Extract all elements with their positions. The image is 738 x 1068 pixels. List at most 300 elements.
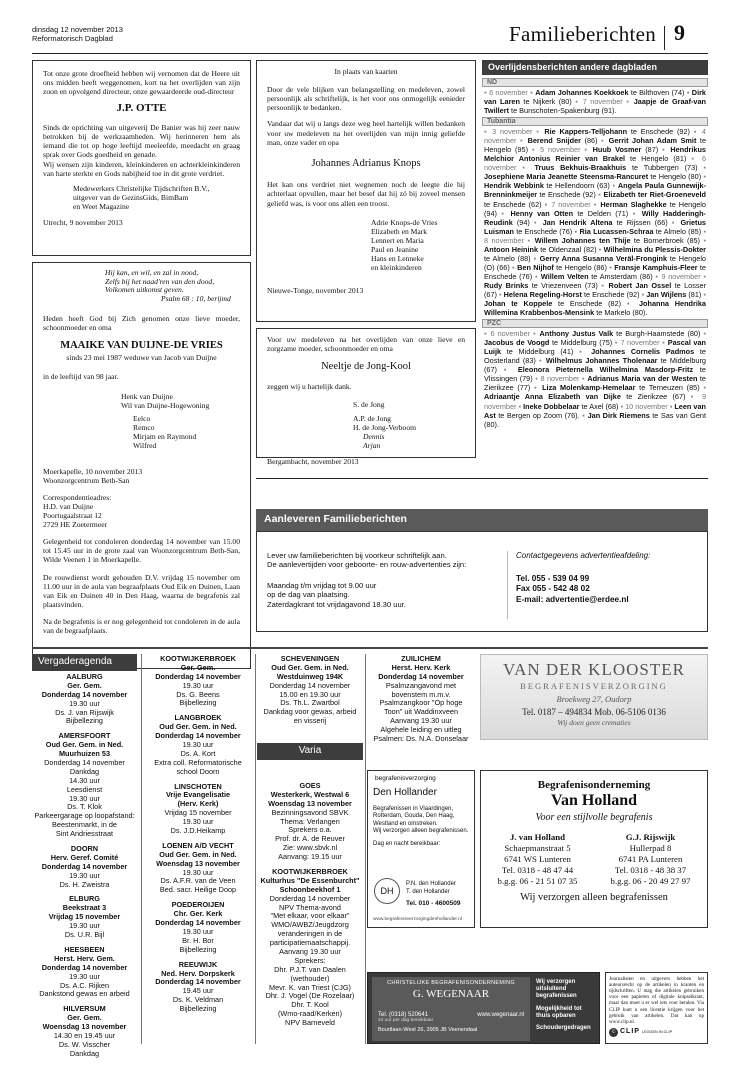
ad-phone: Tel. 010 - 4600509 [406,900,461,907]
agenda-entry-line: Aanvang 19.30 uur [390,716,452,726]
bullet-icon: ▪ [641,289,647,299]
obit-name: Jaapje de Graaf-van Twillert [484,97,707,116]
agenda-entry-line: 19.30 uur [69,698,100,708]
agenda-entry-line: participatiemaatschappij. [269,938,351,948]
obit-name: Gerrit Johan Adam Smit [608,136,697,146]
notice-heading: In plaats van kaarten [334,67,398,76]
obit-name: Ben Nijhof [517,262,554,272]
ad-contact: Schaepmanstraat 5 [504,842,571,853]
obit-detail: te Bunschoten-Spakenburg (91). [509,106,617,116]
agenda-entry-line: Ds. A.C. Rijken [59,980,110,990]
agenda-entry-line: Thema: Verlangen [280,816,340,826]
ad-text: 24 uur per dag bereikbaar [378,1018,434,1023]
ad-text: Begrafenissen in Vlaardingen, [373,805,454,812]
ad-url: www.wegenaar.nl [477,1012,524,1018]
agenda-entry-title: Donderdag 14 november [378,671,464,681]
agenda-entry-title: Westerkerk, Westwal 6 [270,789,350,799]
agenda-entry-title: Beekstraat 3 [62,903,107,913]
column-rule [365,654,366,1044]
obit-date: 8 november [484,235,528,245]
obit-name: Johannes Cornelis Padmos [591,347,695,357]
obit-date: 6 november [489,88,531,97]
ad-tagline: Wij doen geen crematies [557,718,631,727]
agenda-entry-title: Woensdag 13 november [42,1022,127,1032]
agenda-entry-line: WMO/AWBZ/Jeugdzorg [271,920,349,930]
notice-place: Bergambacht, november 2013 [267,457,359,467]
bullet-icon: ▪ [609,262,615,272]
agenda-entry-line: Aanvang: 19.15 uur [278,852,342,862]
agenda-entry [32,895,137,939]
agenda-entry-line: (wethouder) [290,973,330,983]
agenda-entry-title: Woensdag 13 november [268,798,352,808]
obit-detail: te Bergen op Zoom (76). [495,410,583,420]
ad-name: VAN DER KLOOSTER [503,660,685,679]
agenda-entry [143,783,253,836]
agenda-entry-line: Psalmzangavond met [385,680,457,690]
agenda-entry-line: Ds. K. Veldman [172,995,224,1005]
agenda-entry-line: Zie: www.sbvk.nl [282,843,338,853]
family-name: Adrie Knops-de Vries [371,217,438,227]
agenda-entry-line: Dankstond gewas en arbeid [39,989,130,999]
obit-detail: te Middelburg (75) [549,338,615,348]
agenda-entry-line: Bijbellezing [179,698,217,708]
obits-paper-tag: ND [482,78,708,87]
obit-detail: te Oldenzaal (82) [538,244,599,254]
obit-date: 8 november [540,374,582,384]
ad-name: Den Hollander [373,787,437,799]
obit-detail: te Amsterdam (86) [588,271,656,281]
obit-detail: te Bilthoven (74) [628,88,687,97]
ad-heading: begrafenisverzorging [375,775,436,782]
obit-name: Elizabeth ter Riet-Groeneveld [603,190,706,200]
agenda-entry-title: Ger. Gem. [180,662,216,672]
box-divider [507,551,508,619]
agenda-entry-line: Vrijdag 15 november [164,808,232,818]
obit-name: Berend Snijder [527,136,581,146]
agenda-entry-line: Psalmen: Ds. N.A. Donselaar [373,734,469,744]
obit-name: Leen van Ast [484,401,706,420]
bullet-icon: ▪ [703,271,706,281]
agenda-entry-title: AALBURG [66,672,103,681]
bullet-icon: ▪ [691,154,702,164]
ad-subtitle: BEGRAFENISVERZORGING [520,681,668,691]
obit-detail: te Burgh-Haamstede (80) [613,329,704,339]
clip-small: LEGGEN IN CLIP [641,1030,673,1035]
bullet-icon: ▪ [632,208,642,218]
obit-name: Ria Lucassen-Schraa [579,226,654,236]
agenda-entry-title: Donderdag 14 november [41,962,128,972]
obit-date: 7 november [551,199,594,209]
bullet-icon: ▪ [593,199,601,209]
obit-detail: (87) [641,145,663,155]
obit-detail: te Delden (71) [573,208,633,218]
agenda-entry-line: NPV Barneveld [285,1018,335,1028]
obit-name: Ineke Dobbelaar [523,401,580,411]
agenda-entry-line: Bed. sacr. Heilige Doop [159,885,237,895]
obit-entry [534,218,672,227]
obit-detail: te Oosterland (83) [484,347,706,366]
obit-entry [484,127,694,136]
obit-name: Johanna Hendrika Willemina Krabbenbos-Mensink [484,299,706,318]
obit-detail: (86) [581,136,602,146]
bullet-icon: ▪ [484,329,491,339]
bullet-icon: ▪ [582,410,588,420]
ad-text: Rotterdam, Gouda, Den Haag, [373,813,455,820]
ad-wegenaar [367,972,600,1044]
agenda-entry-line: Ds. G. Beens [176,689,220,699]
obit-name: Adam Johannes Koekkoek [535,88,629,97]
obits-paragraph [482,127,708,317]
bullet-icon: ▪ [703,329,706,339]
agenda-entry-title: Oud Ger. Gem. in Ned. [159,849,237,859]
obit-name: Angela Paula Gunnewijk-Brenninkmeijer [484,181,706,200]
agenda-entry-title: Schoonbeekhof 1 [279,884,341,894]
bullet-icon: ▪ [533,329,540,339]
column-rule [141,654,142,1044]
agenda-entry-title: Ger. Gem. [67,680,102,690]
obit-entry [532,145,662,154]
notice-otte [32,60,251,256]
ad-footer: Wij verzorgen alleen begrafenissen [520,891,668,903]
agenda-entry-line: Dankdag [69,1048,100,1058]
agenda-entry-title: Kulturhus "De Essenburcht" [260,875,360,885]
ad-contact: P.N. den Hollander [406,881,456,887]
notice-text: zeggen wij u hartelijk dank. [267,381,352,391]
obit-entry [642,290,704,299]
agenda-column-3b [257,782,363,1034]
agenda-entry [257,655,363,726]
agenda-entry-line: NPV Thema-avond [279,902,341,912]
family-name: A.P. de Jong [353,414,391,424]
obit-name: Johan te Koppele [484,299,553,309]
agenda-entry-line: 19.45 uur [182,986,214,996]
agenda-entry-line: Donderdag 14 november [44,758,125,768]
bullet-icon: ▪ [533,217,543,227]
agenda-entry-line: Algehele leiding en uitleg [380,725,462,735]
notice-text: Tot onze grote droefheid hebben wij vernomen dat de Heere uit ons midden heeft weggenomen, kort na het overlijden van zijn zoon en opvolgend directeur, onze gewaardeerde oud-directeur [43,69,240,97]
bullet-icon: ▪ [503,365,518,375]
obit-detail: te Vriezenveen (73) [528,280,602,290]
bullet-icon: ▪ [669,401,675,411]
bullet-icon: ▪ [535,374,541,384]
obit-name: Hendrikus Melchior Antonius Reinier van Brakel [484,145,706,164]
bullet-icon: ▪ [703,226,706,236]
contact-phone: Tel. 055 - 539 04 99 [516,574,590,583]
bullet-icon: ▪ [626,97,634,107]
logo-icon: DH [374,878,400,904]
agenda-entry-line: Aanvang 19.30 uur [279,947,341,957]
agenda-entry [143,842,253,895]
obit-name: Hendrik Webbink [484,181,544,191]
agenda-entry-title: LINSCHOTEN [174,781,222,791]
obit-detail: te Almelo (88) [484,253,534,263]
obit-entry [534,383,703,392]
obit-detail: te Rijssen (66) [612,217,672,227]
obits-list [482,76,708,446]
ad-contact: T. den Hollander [406,888,450,895]
address-line: H.D. van Duijne [43,501,94,511]
deceased-name: Johannes Adrianus Knops [311,157,421,169]
ad-clip [605,972,708,1044]
notice-place: Utrecht, 9 november 2013 [43,217,123,227]
ad-van-der-klooster [480,654,708,740]
agenda-entry-line: 19.30 uur [182,680,214,690]
agenda-entry-line: 19.30 uur [69,870,100,880]
obit-entry [501,209,632,218]
obit-name: Rudy Brinks [484,280,529,290]
deceased-age: in de leeftijd van 98 jaar. [43,371,119,381]
obit-detail: te Terneuzen (85) [635,383,704,393]
agenda-entry-title: Westduinweg 194K [276,671,344,681]
obit-detail: te Losser (67) [484,280,707,299]
obit-detail: te Zierikzee (77) [484,374,706,393]
obit-date: 6 november [490,329,533,339]
agenda-entry-line: 15.00 en 19.30 uur [279,689,341,699]
obit-date: 3 november [492,127,537,137]
ad-phone: Tel. 0187 – 494834 [522,707,592,717]
bullet-icon: ▪ [527,235,535,245]
agenda-entry-title: LANGBROEK [174,713,222,723]
obit-name: Truus Bekhuis-Braakhuis [534,163,627,173]
agenda-entry-title: Donderdag 14 november [41,861,128,871]
obit-name: Grietus Luisman [484,217,706,236]
section-title: Familieberichten [509,22,657,46]
clip-text: Journalisten en uitgevers hebben het auteursrecht op de artikelen in kranten en tijdschriften. U mag die artikelen gebruiken voor een papieren of digitale knipselkrant, maar dan moet u er wel iets voor betalen. Via CLIP kunt u een licentie krijgen voor het gebruik van artikelen. Dat kan op www.clip.nl. [609,976,704,1025]
bullet-icon: ▪ [598,190,604,200]
agenda-entry-title: Herst. Herv. Kerk [391,662,451,672]
agenda-entry-title: KOOTWIJKERBROEK [272,867,348,877]
obit-detail: te Sas van Gent (80). [484,410,706,429]
agenda-entry-title: ZUILICHEM [401,654,441,663]
bullet-icon: ▪ [584,145,593,155]
agenda-entry [32,1005,137,1058]
bullet-icon: ▪ [703,235,707,245]
obit-name: Pascal van Luijk [484,338,706,357]
notice-text: Gelegenheid tot condoleren donderdag 14 november van 15.00 tot 15.45 uur in de grote zaal van Woonzorgcentrum Beth-San, Wilde Veenen 1 in Moerkapelle. [43,537,240,565]
ad-contact: Hullerpad 8 [629,842,672,853]
bullet-icon: ▪ [690,392,702,402]
info-line: Zaterdagkrant tot vrijdagavond 18.30 uur. [267,599,406,609]
notice-text: De rouwdienst wordt gehouden D.V. vrijdag 15 november om 11.00 uur in de aula van begraafplaats Oud Eik en Duinen, Laan van Eik en Duinen 40 in Den Haag, waarna de begrafenis zal plaatsvinden. [43,572,240,609]
obit-detail: te Hengelo (O) (66) [484,253,706,272]
clip-brand: CLIP [620,1028,640,1036]
ad-text: Schoudergedragen [536,1024,591,1031]
notice-place: Nieuwe-Tonge, november 2013 [267,286,364,296]
deceased-name: MAAIKE VAN DUIJNE-DE VRIES [60,340,223,352]
obit-detail: te Enschede (92) [581,289,642,299]
agenda-entry-title: POEDEROIJEN [171,900,225,910]
agenda-entry-line: bovenstem m.m.v. [391,689,451,699]
agenda-entry-line: Ds. J. van Rijswijk [55,707,114,717]
obit-name: Anthony Justus Valk [539,329,614,339]
bullet-icon: ▪ [536,127,545,137]
obit-name: Henny van Otten [510,208,574,218]
agenda-entry [143,901,253,954]
agenda-entry-line: Psalmzangkoor "Op hoge [379,698,463,708]
obit-name: Wilhelmina du Plessis-Dokter [603,244,706,254]
agenda-entry-title: HILVERSUM [63,1004,106,1014]
agenda-entry-title: Donderdag 14 november [155,731,241,741]
ad-url: www.begrafenisverzorgingdenhollander.nl [373,917,462,922]
bullet-icon: ▪ [581,374,588,384]
ad-contact: Tel. 0318 - 48 47 44 [501,864,574,875]
agenda-entry-line: Dhr. T. Kool [291,1000,329,1010]
obit-name: Helena Regeling-Horst [503,289,582,299]
agenda-entry-title: Ned. Herv. Dorpskerk [161,968,235,978]
notice-kool [256,328,476,467]
bullet-icon: ▪ [530,88,536,97]
agenda-entry-line: 19.30 uur [69,971,100,981]
obits-paper-tag: Tubantia [482,117,708,126]
obit-detail: te Zierikzee (67) [620,392,691,402]
ad-heading: Begrafenisonderneming [537,779,651,791]
family-name: Elizabeth en Mark [371,226,428,236]
agenda-entry-line: Sprekers o.a. [288,825,332,835]
agenda-entry [32,946,137,999]
agenda-entry [257,868,363,1028]
aanleveren-box [256,531,708,632]
family-name: Lennert en Maria [371,235,424,245]
obit-name: Adrianus Maria van der Westen [587,374,698,384]
family-name: H. de Jong-Verboom [353,423,417,433]
bullet-icon: ▪ [512,262,518,272]
address-line: 2729 HE Zoetermeer [43,520,108,530]
header-date: dinsdag 12 november 2013 [32,25,123,34]
agenda-entry-line: Ds. A. Kort [180,748,216,758]
agenda-entry-line: Leesdienst [66,784,103,794]
header-paper: Reformatorisch Dagblad [32,33,113,43]
agenda-entry-line: Bijbellezing [66,716,103,726]
obit-entry [574,227,703,236]
agenda-entry-title: Oud Ger. Gem. in Ned. [271,662,349,672]
agenda-entry-line: Bijbellezing [179,1004,217,1014]
agenda-column-4 [367,655,475,750]
obit-name: Jan Wijlens [646,289,687,299]
signature-line: en Weet Magazine [73,202,130,212]
agenda-entry-line: (Wmo-raad/Kerken) [277,1009,343,1019]
agenda-entry-line: Extra coll. Reformatorische [154,757,242,767]
ad-contact: J. van Holland [510,832,565,842]
family-name: Paul en Jeanine [371,245,419,255]
obit-detail: te Hengelo (81) [625,154,692,164]
agenda-entry-title: Donderdag 14 november [155,918,241,928]
bullet-icon: ▪ [484,127,493,137]
deceased-subtitle: sinds 23 mei 1987 weduwe van Jacob van Duijne [66,352,217,362]
bullet-icon: ▪ [501,208,511,218]
obit-detail: te Hengelo (80) [648,172,704,182]
notice-text: Na de begrafenis is er nog gelegenheid tot condoleren in de aula van de begraafplaats. [43,616,240,636]
agenda-entry-title: GOES [299,781,321,790]
obit-entry [512,263,609,272]
obit-detail: te Hellendoorn (63) [543,181,613,191]
agenda-entry-line: Ds. U.R. Bijl [64,930,105,940]
bullet-icon: ▪ [626,299,639,309]
notice-text: Sinds de oprichting van uitgeverij De Banier was hij zeer nauw betrokken bij de werkzaamheden. Wij herinneren hem als iemand die tot op hoge leeftijd meeleefde, meedacht en graag sprak over Gods goedheid en genade. [43,122,240,159]
ad-name: G. WEGENAAR [412,988,490,1000]
ad-text: Wij verzorgen uitsluitend begrafenissen [536,979,577,1000]
obit-detail: te Tubbergen (73) [626,163,704,173]
obit-name: Rie Kappers-Telljohann [544,127,628,137]
obit-entry [484,88,687,97]
obit-name: Robert Jan Ossel [608,280,672,290]
ad-contact: 6741 WS Lunteren [504,853,571,864]
agenda-entry-line: Sprekers: [294,955,326,965]
ad-text: Dag en nacht bereikbaar: [373,840,441,847]
agenda-entry [32,845,137,889]
family-name: Hans en Lenneke [371,254,424,264]
agenda-entry-line: 14.30 en 19.45 uur [53,1030,116,1040]
info-line: Lever uw familieberichten bij voorkeur schriftelijk aan. [267,551,447,560]
agenda-entry [143,961,253,1014]
obit-entry [499,290,642,299]
header-rule [32,53,708,54]
notice-text: Heden heeft God bij Zich genomen onze lieve moeder, schoonmoeder en oma [43,313,240,332]
section-rule [256,478,708,479]
ad-contact: 6741 PA Lunteren [618,853,683,864]
agenda-entry-line: en visserij [293,716,327,726]
agenda-entry-line: Ds. Th.L. Zwartbol [280,698,340,708]
agenda-entry-line: 19.30 uur [182,817,214,827]
agenda-entry-title: Donderdag 14 november [155,977,241,987]
deceased-name: J.P. OTTE [116,102,167,115]
obit-detail: te Axel (68) [579,401,621,411]
agenda-entry-line: Ds. A.F.R. van de Veen [160,876,236,886]
agenda-entry-line: school Doorn [176,766,220,776]
agenda-entry-title: KOOTWIJKERBROEK [160,654,236,663]
agenda-entry-line: 19.30 uur [182,867,214,877]
agenda-entry-title: Vrije Evangelisatie [165,790,231,800]
notice-text: Voor uw medeleven na het overlijden van onze lieve en zorgzame moeder, schoonmoeder en oma [267,335,465,354]
obit-detail: te Hengelo (94) [484,199,706,218]
family-name: Arjan [363,441,381,451]
bullet-icon: ▪ [612,181,618,191]
address-line: Correspondentieadres: [43,492,112,502]
verse-reference: Psalm 68 : 10, berijmd [161,294,231,304]
notice-duijne [32,262,251,669]
agenda-entry [143,714,253,776]
bullet-icon: ▪ [531,145,541,155]
bullet-icon: ▪ [686,88,692,97]
obit-name: Jan Hendrik Altena [542,217,613,227]
family-name: Wil van Duijne-Hogewoning [121,401,210,411]
agenda-entry-title: Donderdag 14 november [41,689,128,699]
obit-detail: te Enschede (76) [514,226,575,236]
obit-name: Fransje Kamphuis-Fleer [614,262,698,272]
obit-name: Huub Vosmer [592,145,642,155]
obits-paragraph [482,88,708,115]
agenda-entry-line: 19.30 uur [182,926,214,936]
agenda-entry-line: Prof. dr. A. de Reuver [275,834,345,844]
agenda-entry-title: SCHEVENINGEN [280,654,340,663]
agenda-entry-line: Mevr. K. van Triest (CJG) [269,982,351,992]
bullet-icon: ▪ [703,172,706,182]
ad-contact: Tel. 0318 - 48 38 37 [614,864,687,875]
agenda-entry-line: Donderdag 14 november [269,680,351,690]
obit-name: Willem Velten [540,271,589,281]
header-divider [664,26,665,50]
agenda-entry-line: Beestenmarkt, in de [52,820,117,830]
obits-paper-tag: PZC [482,319,708,328]
ad-phone: Tel. (0318) 520641 [378,1012,429,1018]
agenda-entry-title: Ger. Gem. [67,1013,102,1023]
grandchild-name: Remco [133,423,155,433]
ad-name: Van Holland [550,792,638,809]
agenda-entry-line: Dankdag voor gewas, arbeid [263,707,357,717]
obit-date: 9 november [484,392,706,411]
contact-fax: Fax 055 - 542 48 02 [516,584,590,594]
agenda-column-3a [257,655,363,732]
bullet-icon: ▪ [534,271,541,281]
